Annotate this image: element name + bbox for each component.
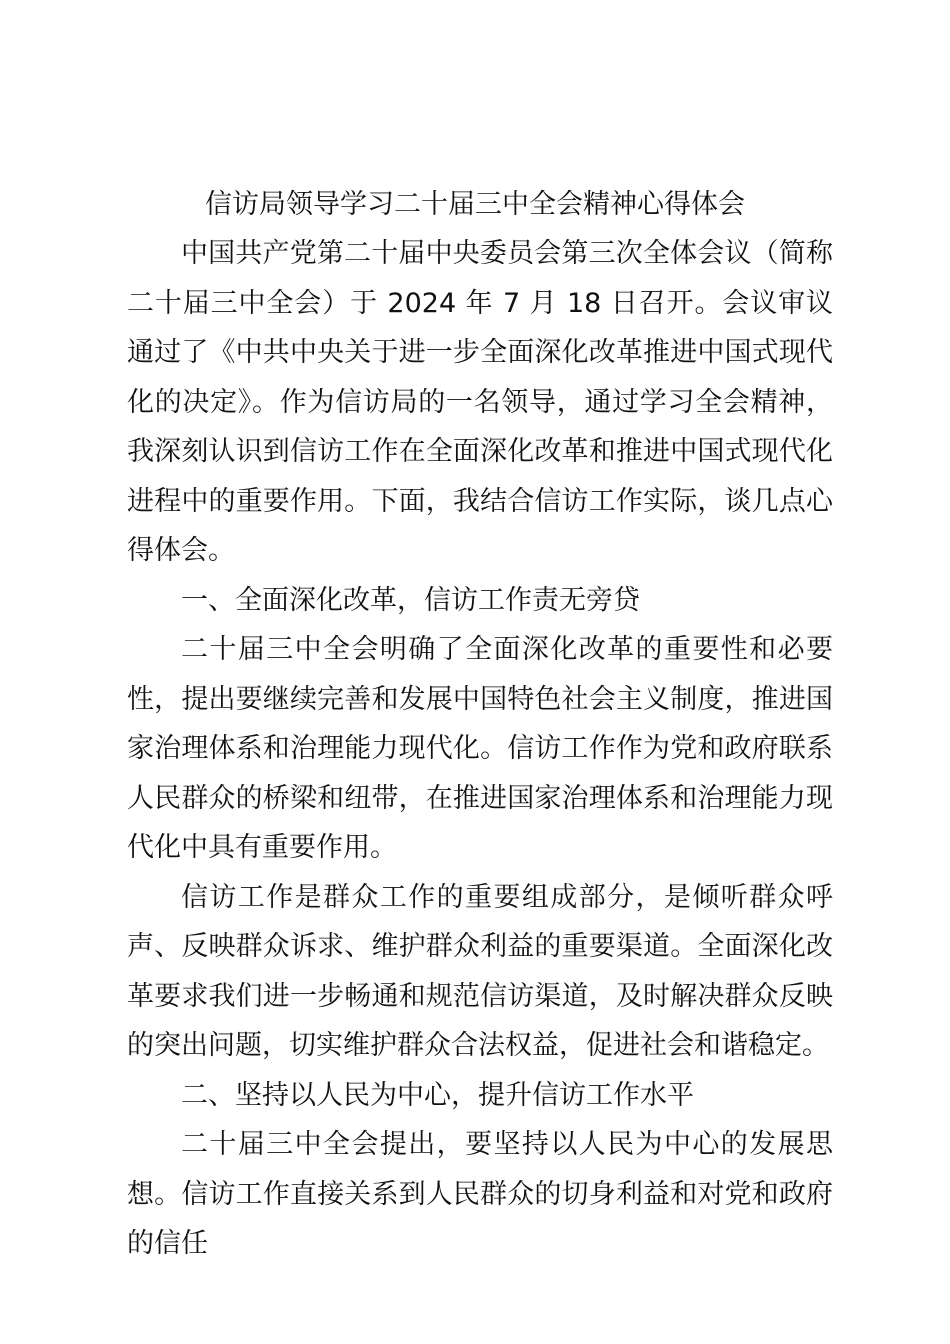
document-body [127,229,833,1269]
section-heading-1: 一、全面深化改革，信访工作责无旁贷 [181,584,640,616]
paragraph-section2-a: 二十届三中全会提出，要坚持以人民为中心的发展思想。信访工作直接关系到人民群众的切身利益和对党和政府的信任 [127,1129,833,1259]
section-heading-2: 二、坚持以人民为中心，提升信访工作水平 [181,1079,694,1111]
paragraph-intro: 中国共产党第二十届中央委员会第三次全体会议（简称二十届三中全会）于 2024 年 7 月 18 日召开。会议审议通过了《中共中央关于进一步全面深化改革推进中国式现代化的决定》。作为信访局的一名领导，通过学习全会精神，我深刻认识到信访工作在全面深化改革和推进中国式现代化进程中的重要作用。下面，我结合信访工作实际，谈几点心得体会。 [127,238,833,566]
paragraph-section1-a: 二十届三中全会明确了全面深化改革的重要性和必要性，提出要继续完善和发展中国特色社会主义制度，推进国家治理体系和治理能力现代化。信访工作作为党和政府联系人民群众的桥梁和纽带，在推进国家治理体系和治理能力现代化中具有重要作用。 [127,634,833,863]
document-title: 信访局领导学习二十届三中全会精神心得体会 [205,189,745,220]
paragraph-section1-b: 信访工作是群众工作的重要组成部分，是倾听群众呼声、反映群众诉求、维护群众利益的重要渠道。全面深化改革要求我们进一步畅通和规范信访渠道，及时解决群众反映的突出问题，切实维护群众合法权益，促进社会和谐稳定。 [127,881,833,1061]
